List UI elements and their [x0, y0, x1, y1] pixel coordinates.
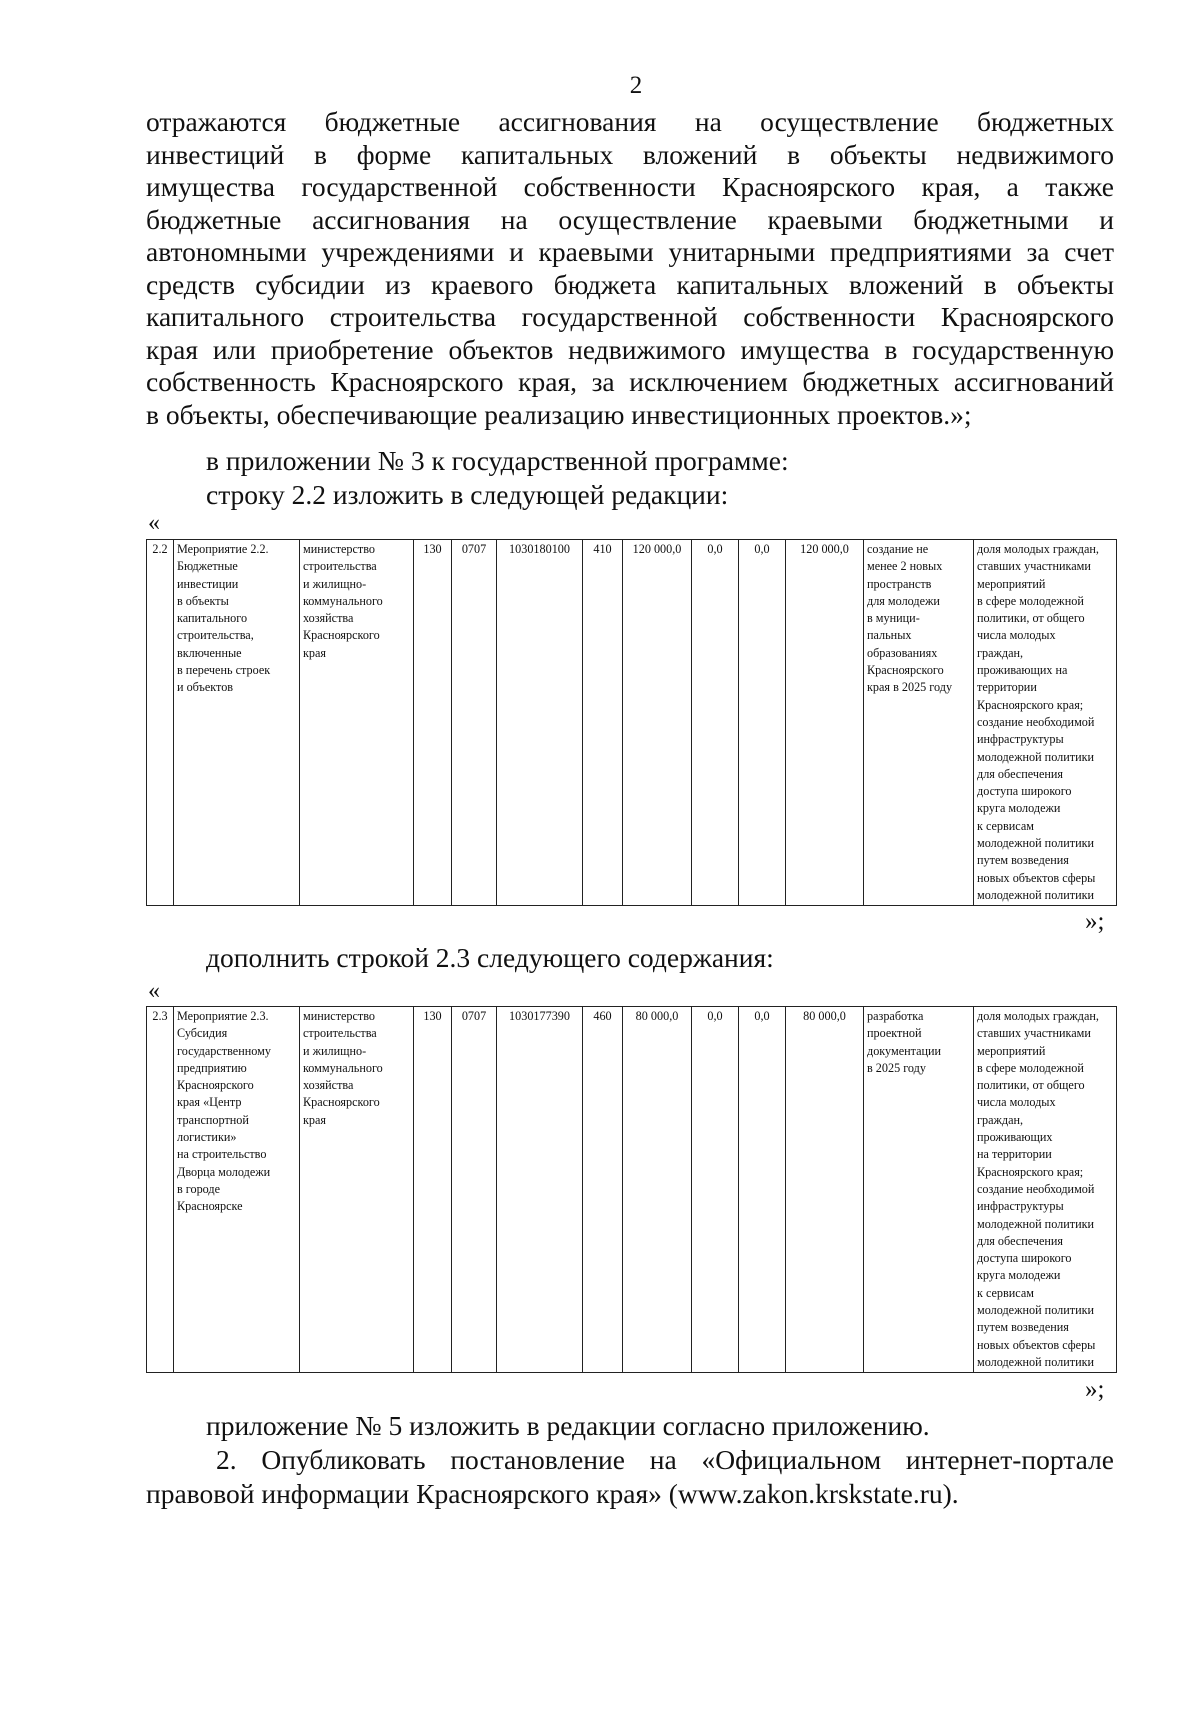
vr-cell: 410: [583, 540, 623, 906]
quote-open: «: [148, 510, 160, 536]
quote-open: «: [148, 978, 160, 1004]
event-cell: Мероприятие 2.3. Субсидия государственному предприятию Красноярского края «Центр транспортной логистики» на строительство Дворца молодежи в городе Красноярске: [174, 1007, 300, 1373]
text-line: собственность Красноярского края, за исключением бюджетных ассигнований: [146, 366, 1114, 397]
executor-cell: министерство строительства и жилищно- коммунального хозяйства Красноярского края: [300, 1007, 414, 1373]
page-number: 2: [629, 72, 643, 99]
total-cell: 80 000,0: [786, 1007, 864, 1373]
y2026-cell: 0,0: [692, 540, 739, 906]
appendix3-line: в приложении № 3 к государственной программе:: [206, 445, 789, 476]
intro-paragraph: [146, 106, 1114, 431]
table-row-2-3: [146, 1006, 1117, 1373]
text-line: средств субсидии из краевого бюджета капитальных вложений в объекты: [146, 268, 1114, 300]
csr-cell: 1030177390: [497, 1007, 583, 1373]
executor-cell: министерство строительства и жилищно- коммунального хозяйства Красноярского края: [300, 540, 414, 906]
indicator-cell: доля молодых граждан, ставших участниками мероприятий в сфере молодежной политики, от общего числа молодых граждан, проживающих на территории Красноярского края; создание необходимой инфраструктуры молодежной политики для обеспечения доступа широкого круга молодежи к сервисам молодежной политики путем возведения новых объектов сферы молодежной политики: [974, 540, 1117, 906]
publish-paragraph: [146, 1443, 1114, 1511]
grbs-cell: 130: [414, 1007, 452, 1373]
text-line: автономными учреждениями и краевыми унитарными предприятиями за счет: [146, 236, 1114, 267]
y2025-cell: 120 000,0: [623, 540, 692, 906]
event-cell: Мероприятие 2.2. Бюджетные инвестиции в объекты капитального строительства, включенные в перечень строек и объектов: [174, 540, 300, 906]
y2025-cell: 80 000,0: [623, 1007, 692, 1373]
y2027-cell: 0,0: [739, 1007, 786, 1373]
text-line: бюджетные ассигнования на осуществление краевыми бюджетными и: [146, 203, 1114, 235]
table-row: [147, 1007, 1117, 1373]
csr-cell: 1030180100: [497, 540, 583, 906]
text-line: правовой информации Красноярского края» (www.zakon.krskstate.ru).: [146, 1478, 959, 1509]
result-cell: создание не менее 2 новых пространств для молодежи в муници- пальных образованиях Красноярского края в 2025 году: [864, 540, 974, 906]
indicator-cell: доля молодых граждан, ставших участниками мероприятий в сфере молодежной политики, от общего числа молодых граждан, проживающих на территории Красноярского края; создание необходимой инфраструктуры молодежной политики для обеспечения доступа широкого круга молодежи к сервисам молодежной политики путем возведения новых объектов сферы молодежной политики: [974, 1007, 1117, 1373]
quote-close: »;: [1085, 908, 1105, 935]
text-line: в объекты, обеспечивающие реализацию инвестиционных проектов.»;: [146, 398, 972, 430]
rzpr-cell: 0707: [452, 540, 497, 906]
text-line: инвестиций в форме капитальных вложений в объекты недвижимого: [146, 138, 1114, 170]
grbs-cell: 130: [414, 540, 452, 906]
result-cell: разработка проектной документации в 2025 году: [864, 1007, 974, 1373]
total-cell: 120 000,0: [786, 540, 864, 906]
table-row-2-2: [146, 539, 1117, 906]
y2027-cell: 0,0: [739, 540, 786, 906]
vr-cell: 460: [583, 1007, 623, 1373]
row-number-cell: 2.2: [147, 540, 174, 906]
appendix5-line: приложение № 5 изложить в редакции согласно приложению.: [206, 1410, 930, 1441]
text-line: 2. Опубликовать постановление на «Официальном интернет-портале: [216, 1444, 1114, 1475]
rzpr-cell: 0707: [452, 1007, 497, 1373]
text-line: края или приобретение объектов недвижимого имущества в государственную: [146, 333, 1114, 365]
text-line: капитального строительства государственной собственности Красноярского: [146, 301, 1114, 332]
y2026-cell: 0,0: [692, 1007, 739, 1373]
row-number-cell: 2.3: [147, 1007, 174, 1373]
row23-intro: дополнить строкой 2.3 следующего содержания:: [206, 942, 774, 973]
text-line: имущества государственной собственности Красноярского края, а также: [146, 171, 1114, 202]
row22-intro: строку 2.2 изложить в следующей редакции:: [206, 479, 729, 510]
text-line: отражаются бюджетные ассигнования на осуществление бюджетных: [146, 106, 1114, 137]
quote-close: »;: [1085, 1376, 1105, 1403]
table-row: [147, 540, 1117, 906]
